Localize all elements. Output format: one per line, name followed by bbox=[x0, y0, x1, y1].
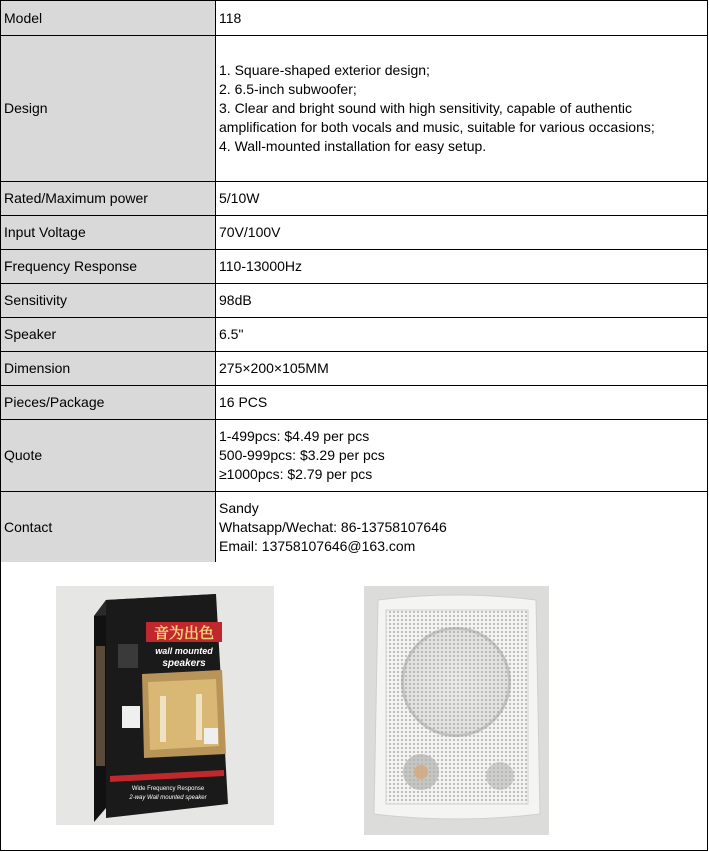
box-tagline-2: 2-way Wall mounted speaker bbox=[129, 795, 207, 801]
row-value-quote: 1-499pcs: $4.49 per pcs 500-999pcs: $3.29 per pcs ≥1000pcs: $2.79 per pcs bbox=[216, 420, 708, 492]
row-label-contact: Contact bbox=[1, 492, 216, 563]
table-row bbox=[1, 216, 708, 250]
table-row bbox=[1, 352, 708, 386]
table-row bbox=[1, 386, 708, 420]
table-row bbox=[1, 284, 708, 318]
row-value-speaker: 6.5" bbox=[216, 318, 708, 352]
box-illustration bbox=[56, 586, 274, 825]
row-label-design: Design bbox=[1, 36, 216, 182]
row-label-dimension: Dimension bbox=[1, 352, 216, 386]
speaker-illustration bbox=[364, 586, 549, 835]
row-value-frequency: 110-13000Hz bbox=[216, 250, 708, 284]
row-value-voltage: 70V/100V bbox=[216, 216, 708, 250]
box-tagline-1: Wide Frequency Response bbox=[131, 786, 205, 792]
row-label-sensitivity: Sensitivity bbox=[1, 284, 216, 318]
box-title-line2: speakers bbox=[162, 658, 206, 669]
row-value-contact: Sandy Whatsapp/Wechat: 86-13758107646 Email: 13758107646@163.com bbox=[216, 492, 708, 563]
row-label-power: Rated/Maximum power bbox=[1, 182, 216, 216]
box-title-line1: wall mounted bbox=[155, 646, 213, 656]
row-value-dimension: 275×200×105MM bbox=[216, 352, 708, 386]
product-box-photo bbox=[56, 586, 274, 825]
box-chinese-title: 音为出色 bbox=[153, 624, 215, 642]
table-row bbox=[1, 318, 708, 352]
row-label-speaker: Speaker bbox=[1, 318, 216, 352]
speaker-product-photo bbox=[364, 586, 549, 835]
row-value-model: 118 bbox=[216, 1, 708, 36]
row-label-model: Model bbox=[1, 1, 216, 36]
row-value-power: 5/10W bbox=[216, 182, 708, 216]
row-label-package: Pieces/Package bbox=[1, 386, 216, 420]
row-label-quote: Quote bbox=[1, 420, 216, 492]
row-label-voltage: Input Voltage bbox=[1, 216, 216, 250]
product-photos-row bbox=[0, 562, 708, 851]
table-row bbox=[1, 1, 708, 36]
table-row bbox=[1, 420, 708, 492]
row-value-sensitivity: 98dB bbox=[216, 284, 708, 318]
table-row bbox=[1, 250, 708, 284]
table-row bbox=[1, 492, 708, 563]
row-value-design: 1. Square-shaped exterior design; 2. 6.5-inch subwoofer; 3. Clear and bright sound with high sensitivity, capable of authentic amplification for both vocals and music, suitable for various occasions; 4. Wall-mounted installation for easy setup. bbox=[216, 36, 708, 182]
table-row bbox=[1, 182, 708, 216]
row-label-frequency: Frequency Response bbox=[1, 250, 216, 284]
row-value-package: 16 PCS bbox=[216, 386, 708, 420]
table-row bbox=[1, 36, 708, 182]
